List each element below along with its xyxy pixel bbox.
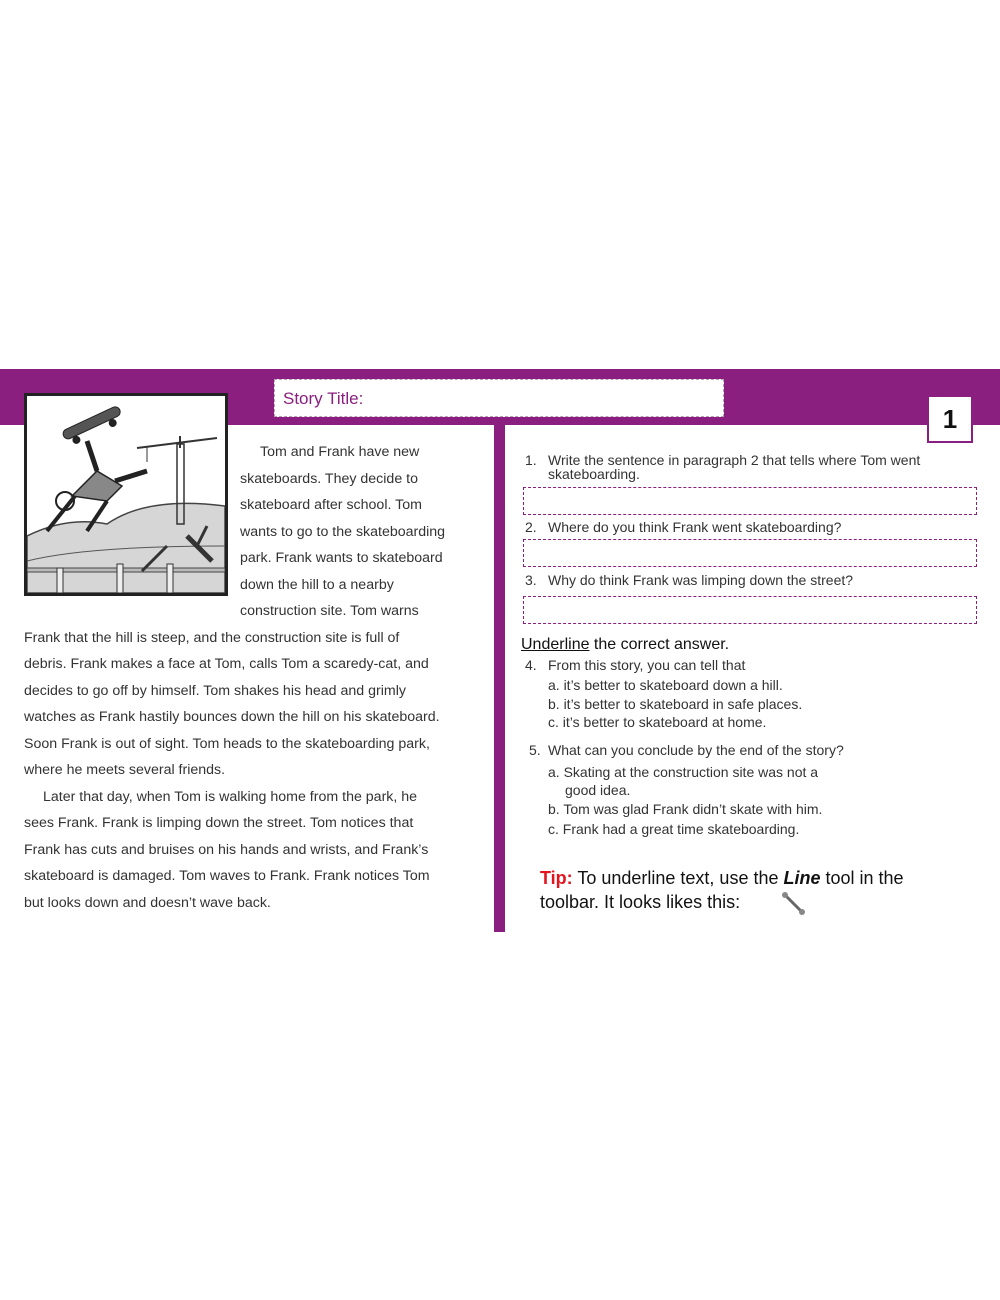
question-1-text: Write the sentence in paragraph 2 that tells where Tom went — [548, 452, 921, 468]
story-line: down the hill to a nearby — [240, 577, 394, 593]
column-divider — [494, 425, 505, 932]
question-4-option-b[interactable]: b. it’s better to skateboard in safe places. — [548, 696, 803, 712]
story-line: construction site. Tom warns — [240, 603, 419, 619]
skateboarder-illustration — [24, 393, 228, 596]
page-number: 1 — [927, 395, 973, 443]
question-4-option-c[interactable]: c. it’s better to skateboard at home. — [548, 714, 767, 730]
question-5-option-a-cont[interactable]: good idea. — [565, 782, 631, 798]
underline-rest: the correct answer. — [589, 636, 730, 653]
story-line: debris. Frank makes a face at Tom, calls Tom a scaredy-cat, and — [24, 656, 429, 672]
story-line: sees Frank. Frank is limping down the street. Tom notices that — [24, 815, 414, 831]
story-line: skateboard after school. Tom — [240, 497, 422, 513]
tip-text-2: tool in the — [820, 868, 904, 888]
skateboarder-drawing — [27, 396, 225, 593]
question-4-number: 4. — [525, 657, 537, 673]
story-line: Later that day, when Tom is walking home from the park, he — [43, 789, 418, 805]
story-line: skateboards. They decide to — [240, 471, 418, 487]
story-title-label: Story Title: — [283, 389, 364, 408]
question-5-option-c[interactable]: c. Frank had a great time skateboarding. — [548, 821, 800, 837]
answer-3-field[interactable] — [523, 596, 977, 624]
answer-1-field[interactable] — [523, 487, 977, 515]
question-1-number: 1. — [525, 452, 537, 468]
tip-text-1: To underline text, use the — [572, 868, 784, 888]
question-5-text: What can you conclude by the end of the story? — [548, 742, 844, 758]
question-3-text: Why do think Frank was limping down the street? — [548, 572, 854, 588]
story-line: park. Frank wants to skateboard — [240, 550, 443, 566]
question-5-number: 5. — [529, 742, 541, 758]
tip-tool-name: Line — [783, 868, 821, 888]
story-line: skateboard is damaged. Tom waves to Frank. Frank notices Tom — [24, 868, 430, 884]
question-2-number: 2. — [525, 519, 537, 535]
story-line: Frank that the hill is steep, and the construction site is full of — [24, 630, 400, 646]
story-line: but looks down and doesn’t wave back. — [24, 895, 271, 911]
underline-word: Underline — [521, 636, 590, 653]
story-line: where he meets several friends. — [24, 762, 226, 778]
question-4-option-a[interactable]: a. it’s better to skateboard down a hill. — [548, 677, 783, 693]
question-3-number: 3. — [525, 572, 537, 588]
tip-label: Tip: — [540, 868, 573, 888]
question-4-text: From this story, you can tell that — [548, 657, 746, 673]
line-tool-icon — [780, 890, 808, 918]
story-line: decides to go off by himself. Tom shakes his head and grimly — [24, 683, 406, 699]
story-line: Tom and Frank have new — [260, 444, 420, 460]
tip-line-2: toolbar. It looks likes this: — [540, 892, 741, 912]
question-2-text: Where do you think Frank went skateboarding? — [548, 519, 842, 535]
question-1-text-cont: skateboarding. — [548, 466, 640, 482]
question-5-option-b[interactable]: b. Tom was glad Frank didn’t skate with him. — [548, 801, 823, 817]
underline-instruction — [521, 636, 729, 654]
story-title-field[interactable] — [274, 379, 724, 417]
story-line: Soon Frank is out of sight. Tom heads to the skateboarding park, — [24, 736, 430, 752]
tip-line-1 — [540, 868, 904, 889]
story-line: Frank has cuts and bruises on his hands and wrists, and Frank’s — [24, 842, 429, 858]
story-line: wants to go to the skateboarding — [240, 524, 446, 540]
story-line: watches as Frank hastily bounces down the hill on his skateboard. — [24, 709, 440, 725]
question-5-option-a[interactable]: a. Skating at the construction site was not a — [548, 764, 819, 780]
answer-2-field[interactable] — [523, 539, 977, 567]
